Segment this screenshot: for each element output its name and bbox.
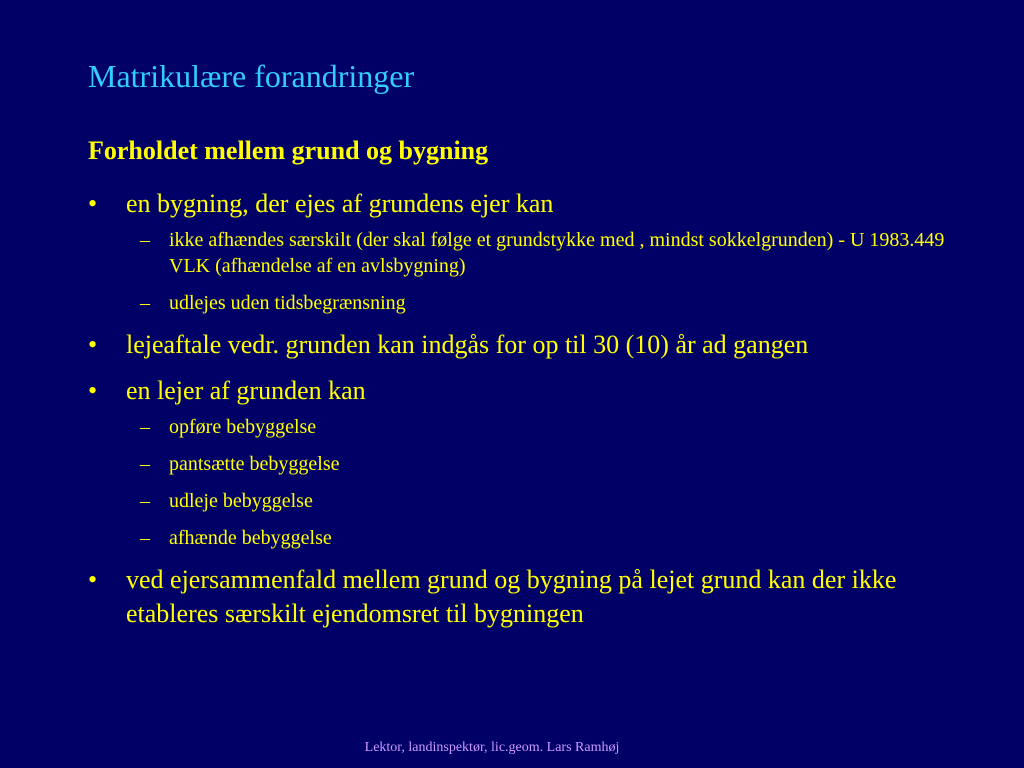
dash-marker: – (140, 229, 150, 251)
bullet-marker: • (88, 330, 98, 359)
slide-subtitle: Forholdet mellem grund og bygning (88, 136, 489, 165)
sub-bullet-text: udleje bebyggelse (169, 490, 313, 512)
dash-marker: – (140, 416, 150, 438)
bullet-item (88, 187, 978, 221)
dash-marker: – (140, 292, 150, 314)
bullet-marker: • (88, 376, 98, 405)
slide-title: Matrikulære forandringer (88, 58, 415, 94)
sub-bullet-text: pantsætte bebyggelse (169, 453, 340, 475)
sub-bullet-text: ikke afhændes særskilt (der skal følge et grundstykke med , mindst sokkelgrunden) - U 1983.449 VLK (afhændelse af en avlsbygning) (169, 229, 945, 277)
sub-bullet-item (126, 414, 978, 440)
sub-bullet-item (126, 227, 978, 279)
sub-bullet-item (126, 488, 978, 514)
sub-list (88, 414, 978, 551)
bullet-text: en bygning, der ejes af grundens ejer kan (126, 189, 554, 218)
sub-bullet-text: opføre bebyggelse (169, 416, 317, 438)
footer-credit: Lektor, landinspektør, lic.geom. Lars Ramhøj (364, 740, 620, 755)
sub-bullet-item (126, 525, 978, 551)
bullet-item (88, 563, 978, 631)
bullet-item (88, 328, 978, 362)
bullet-marker: • (88, 189, 98, 218)
dash-marker: – (140, 490, 150, 512)
bullet-text: lejeaftale vedr. grunden kan indgås for op til 30 (10) år ad gangen (126, 330, 809, 359)
dash-marker: – (140, 527, 150, 549)
sub-bullet-text: udlejes uden tidsbegrænsning (169, 292, 406, 314)
sub-bullet-item (126, 290, 978, 316)
sub-bullet-item (126, 451, 978, 477)
bullet-text: ved ejersammenfald mellem grund og bygning på lejet grund kan der ikke etableres særskilt ejendomsret til bygningen (126, 565, 897, 628)
bullet-list (88, 187, 978, 631)
bullet-marker: • (88, 565, 98, 594)
sub-bullet-text: afhænde bebyggelse (169, 527, 332, 549)
bullet-item (88, 374, 978, 408)
bullet-text: en lejer af grunden kan (126, 376, 366, 405)
dash-marker: – (140, 453, 150, 475)
sub-list (88, 227, 978, 316)
